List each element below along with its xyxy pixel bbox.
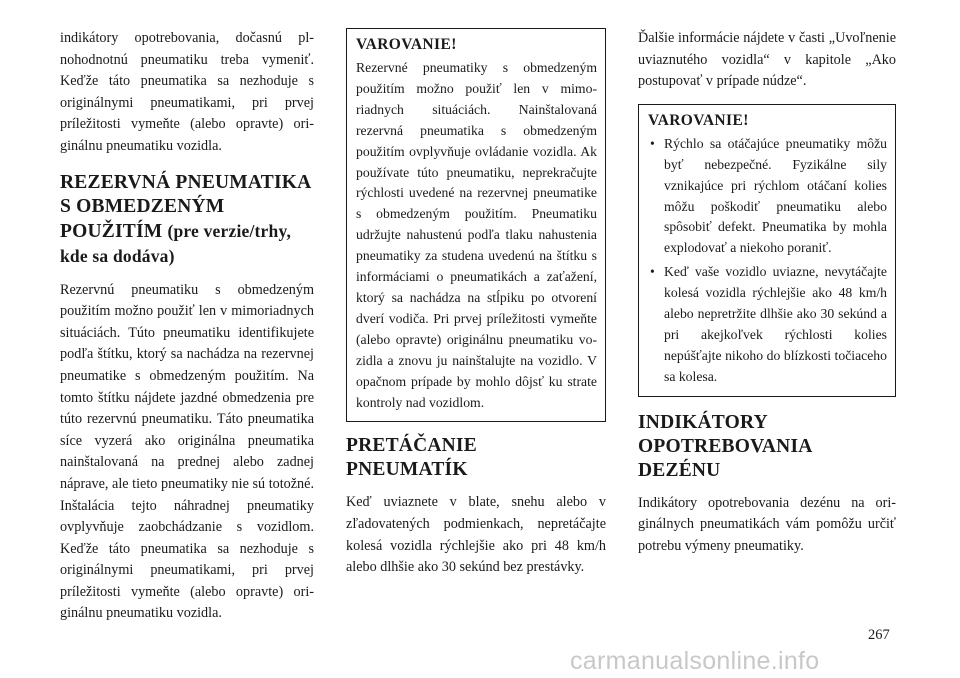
section-heading-tread-wear-indicators [638,411,896,483]
right-column [638,28,896,557]
heading-qualifier: (pre verzie/trhy, kde sa dodáva) [60,220,292,266]
warning-title: VAROVANIE! [356,36,457,53]
warning-box [638,104,896,397]
warning-list-item: • Rýchlo sa otáčajúce pneumatiky môžu byť nebezpečné. Fyzikálne sily vznikajúce pri rýchlom otáčaní kolies môžu poškodiť pneumatiku alebo spôsobiť defekt. Pneumatika by mohla explodovať a niekoho poraniť. [648,134,887,259]
watermark: carmanualsonline.info [570,647,820,675]
continued-paragraph: indikátory opotrebovania, dočasnú plnohodnotnú pneumatiku treba vymeniť. Keďže táto pneumatika sa nezhoduje s originálnymi pneumatikami, pri prvej príležitosti vymeňte (alebo opravte) originálnu pneumatiku vozidla. [60,30,314,154]
left-column [60,28,314,625]
tire-spinning-paragraph: Keď uviaznete v blate, snehu alebo v zľadovatených podmienkach, nepretáčajte kolesá vozidla rýchlejšie ako pri 48 km/h alebo dlhšie ako 30 sekúnd bez prestávky. [346,494,606,576]
tread-wear-paragraph: Indikátory opotrebovania dezénu na originálnych pneumatikách vám pomôžu určiť potrebu výmeny pneumatiky. [638,494,896,554]
section-heading-tire-spinning [346,434,606,482]
limited-use-spare-paragraph: Rezervnú pneumatiku s obmedzeným použitím možno použiť len v mimoriadnych situáciách. Túto pneumatiku identifikujete podľa štítku, ktorý sa nachádza na rezervnej pneumatike s obmedzeným použitím. Na tomto štítku nájdete jazdné obmedzenia pre túto rezervnú pneumatiku. Táto pneumatika síce vyzerá ako originálna pneumatika nainštalovaná na prednej alebo zadnej náprave, ale tieto pneumatiky nie sú totožné. Inštalácia tejto náhradnej pneumatiky ovplyvňuje zaobchádzanie s vozidlom. Keďže táto pneumatika sa nezhoduje s originálnymi pneumatikami, pri prvej príležitosti vymeňte (alebo opravte) originálnu pneumatiku vozidla. [60,281,314,622]
heading-line: PRETÁČANIE [346,435,477,457]
heading-line: INDIKÁTORY [638,411,768,433]
heading-line: REZERVNÁ PNEUMATIKA [60,171,312,193]
heading-line: PNEUMATÍK [346,459,468,481]
section-heading-limited-use-spare [60,171,314,269]
warning-list-item: • Keď vaše vozidlo uviazne, nevytáčajte kolesá vozidla rýchlejšie ako 48 km/h alebo nepretržite dlhšie ako 30 sekúnd a pri akejkoľvek rýchlosti kolies nepúšťajte nikoho do blízkosti točiaceho sa kolesa. [648,262,887,387]
heading-line: OPOTREBOVANIA [638,435,813,457]
warning-title: VAROVANIE! [648,111,749,129]
heading-line: POUŽITÍM [60,220,163,242]
warning-list [648,134,887,388]
reference-paragraph: Ďalšie informácie nájdete v časti „Uvoľnenie uviaznutého vozidla“ v kapitole „Ako postupovať v prípade núdze“. [638,30,896,90]
warning-text: Rezervné pneumatiky s obmedzeným použitím možno použiť len v mimoriadnych situáciách. Nainštalovaná rezervná pneumatika s obmedzeným použitím ovplyvňuje ovládanie vozidla. Ak používate túto pneumatiku, neprekračujte rýchlosti uvedené na rezervnej pneumatike s obmedzeným použitím. Pneumatiku udržujte nahustenú podľa tlaku nahustenia pneumatiky za studena uvedenú na štítku s informáciami o pneumatikách a zaťažení, ktorý sa nachádza na stĺpiku po otvorení dverí vodiča. Pri prvej príležitosti vymeňte (alebo opravte) originálnu pneumatiku vozidla a znovu ju nainštalujte na vozidlo. V opačnom prípade by mohlo dôjsť ku strate kontroly nad vozidlom. [356,60,597,410]
page-number: 267 [868,627,890,643]
heading-line: DEZÉNU [638,459,721,481]
heading-line: S OBMEDZENÝM [60,195,225,217]
warning-box [346,28,606,422]
middle-column [346,28,606,579]
